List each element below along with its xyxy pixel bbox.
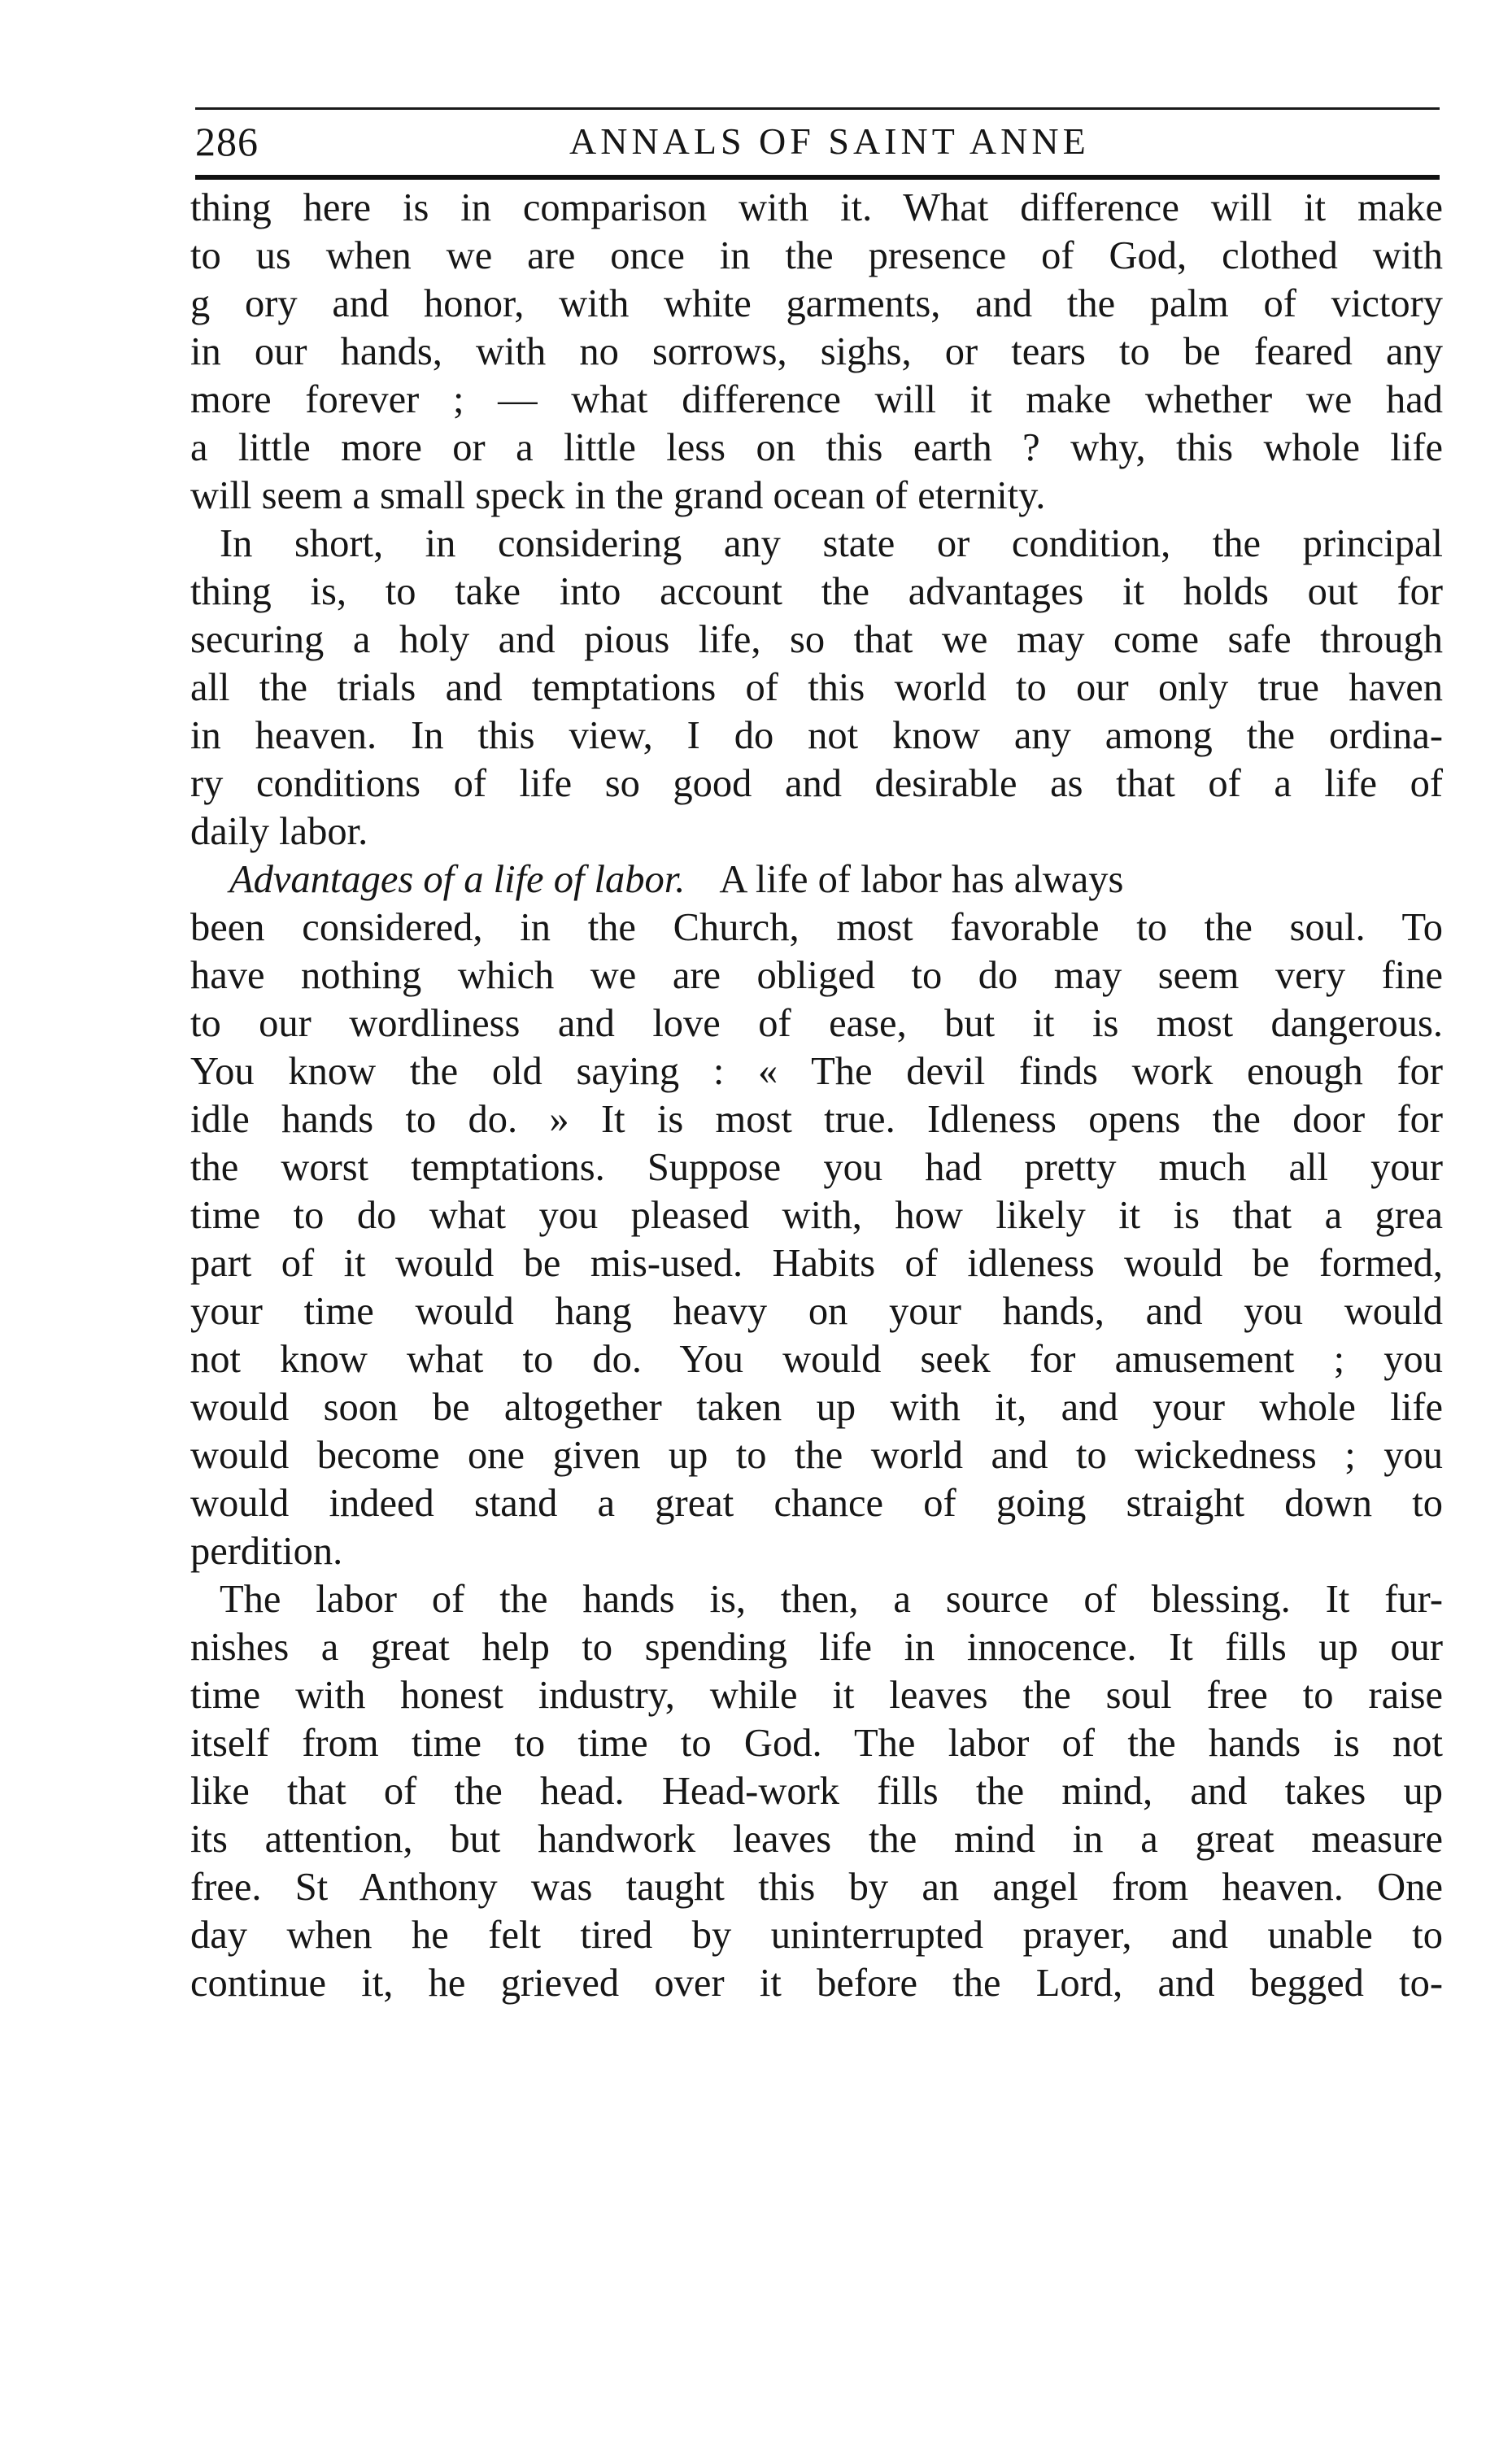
text-line: perdition. xyxy=(190,1530,343,1573)
text-line: to us when we are once in the presence of God, clothed with xyxy=(190,234,1443,277)
text-line: not know what to do. You would seek for amusement ; you xyxy=(190,1338,1443,1381)
text-line: your time would hang heavy on your hands, and you would xyxy=(190,1290,1443,1333)
text-line: will seem a small speck in the grand ocean of eternity. xyxy=(190,474,1046,517)
side-heading: Advantages of a life of labor. xyxy=(229,858,686,901)
text-line: would indeed stand a great chance of going straight down to xyxy=(190,1482,1443,1525)
text-line: time with honest industry, while it leaves the soul free to raise xyxy=(190,1674,1443,1717)
body-text xyxy=(190,184,1443,2007)
text-line: securing a holy and pious life, so that we may come safe through xyxy=(190,618,1443,661)
text-line: would soon be altogether taken up with it, and your whole life xyxy=(190,1386,1443,1429)
text-line: ry conditions of life so good and desirable as that of a life of xyxy=(190,762,1443,805)
text-line: part of it would be mis-used. Habits of idleness would be formed, xyxy=(190,1242,1443,1285)
text-line: nishes a great help to spending life in innocence. It fills up our xyxy=(190,1626,1443,1669)
text-line: idle hands to do. » It is most true. Idleness opens the door for xyxy=(190,1098,1443,1141)
running-title: ANNALS OF SAINT ANNE xyxy=(569,120,1090,162)
text-line: daily labor. xyxy=(190,810,368,853)
text-line: thing here is in comparison with it. What difference will it make xyxy=(190,186,1443,229)
page-header xyxy=(195,116,1440,173)
text-line: in heaven. In this view, I do not know any among the ordina- xyxy=(190,714,1443,757)
text-line: to our wordliness and love of ease, but it is most dangerous. xyxy=(190,1002,1443,1045)
side-heading-continuation: A life of labor has always xyxy=(719,858,1124,901)
text-line: been considered, in the Church, most favorable to the soul. To xyxy=(190,906,1443,949)
text-line: its attention, but handwork leaves the mind in a great measure xyxy=(190,1818,1443,1861)
text-line: g ory and honor, with white garments, and the palm of victory xyxy=(190,282,1443,325)
text-line: itself from time to time to God. The labor of the hands is not xyxy=(190,1722,1443,1765)
text-line: In short, in considering any state or condition, the principal xyxy=(220,522,1443,565)
page-number: 286 xyxy=(195,119,259,164)
text-line: would become one given up to the world and to wickedness ; you xyxy=(190,1434,1443,1477)
text-line: continue it, he grieved over it before the Lord, and begged to- xyxy=(190,1962,1443,2005)
header-rule xyxy=(195,175,1440,180)
text-line: day when he felt tired by uninterrupted prayer, and unable to xyxy=(190,1914,1443,1957)
text-line: like that of the head. Head-work fills the mind, and takes up xyxy=(190,1770,1443,1813)
text-line: time to do what you pleased with, how likely it is that a grea xyxy=(190,1194,1443,1237)
header-top-rule xyxy=(195,107,1440,110)
text-line: more forever ; — what difference will it make whether we had xyxy=(190,378,1443,421)
text-line: You know the old saying : « The devil finds work enough for xyxy=(190,1050,1443,1093)
text-line: The labor of the hands is, then, a source of blessing. It fur- xyxy=(220,1578,1443,1621)
text-line: all the trials and temptations of this world to our only true haven xyxy=(190,666,1443,709)
text-line: a little more or a little less on this earth ? why, this whole life xyxy=(190,426,1443,469)
side-heading-line xyxy=(190,856,1443,904)
text-line: have nothing which we are obliged to do may seem very fine xyxy=(190,954,1443,997)
text-line: thing is, to take into account the advantages it holds out for xyxy=(190,570,1443,613)
text-line: free. St Anthony was taught this by an angel from heaven. One xyxy=(190,1866,1443,1909)
text-line: the worst temptations. Suppose you had pretty much all your xyxy=(190,1146,1443,1189)
text-line: in our hands, with no sorrows, sighs, or tears to be feared any xyxy=(190,330,1443,373)
